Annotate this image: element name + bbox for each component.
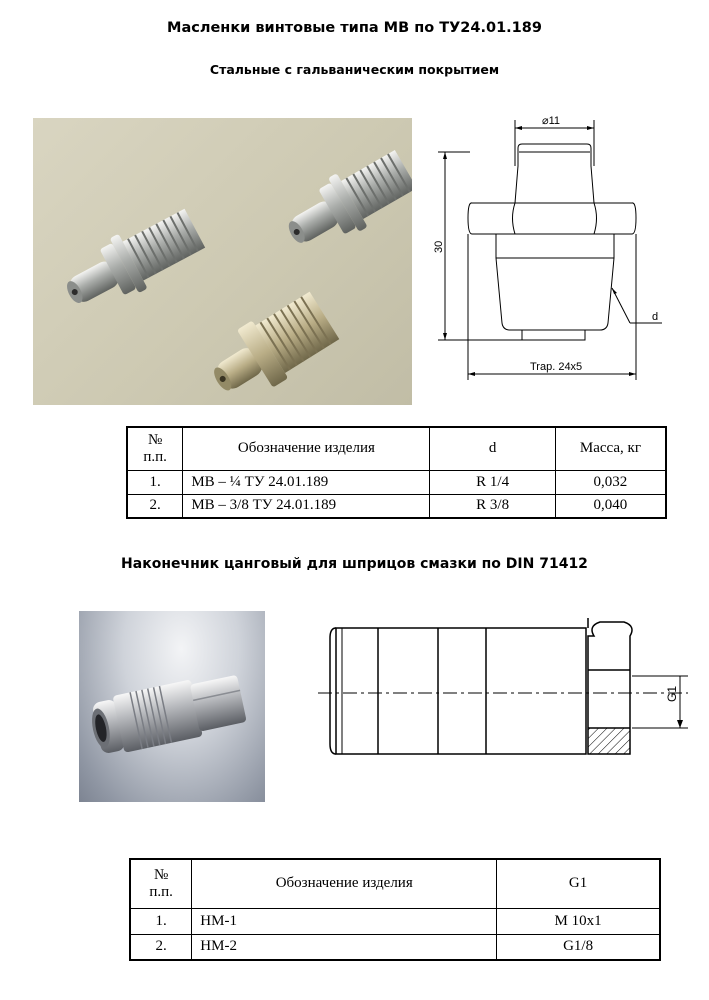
table-header-row bbox=[127, 427, 666, 470]
grease-nipples-photo bbox=[33, 118, 412, 405]
section2-title: Наконечник цанговый для шприцов смазки по DIN 71412 bbox=[121, 556, 588, 572]
row-d: R 1/4 bbox=[430, 470, 555, 494]
dia-label: ⌀11 bbox=[542, 115, 561, 127]
section1-subtitle: Стальные с гальваническим покрытием bbox=[209, 62, 500, 77]
header-mass: Масса, кг bbox=[555, 427, 666, 470]
nipple-technical-drawing bbox=[430, 108, 670, 388]
row-g1: M 10x1 bbox=[497, 908, 660, 934]
nipples-table bbox=[126, 426, 667, 519]
header-num: № п.п. bbox=[127, 427, 183, 470]
section1-title: Масленки винтовые типа МВ по ТУ24.01.189 bbox=[167, 20, 542, 36]
header-num: № п.п. bbox=[130, 859, 192, 908]
header-name: Обозначение изделия bbox=[183, 427, 430, 470]
coupler-body bbox=[87, 670, 248, 758]
d-label: d bbox=[652, 311, 659, 323]
row-d: R 3/8 bbox=[430, 494, 555, 518]
header-g1: G1 bbox=[497, 859, 660, 908]
nipple-bottom bbox=[200, 287, 343, 405]
row-num: 1. bbox=[127, 470, 183, 494]
thread-label: Trap. 24x5 bbox=[530, 361, 583, 373]
row-name: НМ-2 bbox=[192, 934, 497, 960]
row-name: МВ – 3/8 ТУ 24.01.189 bbox=[183, 494, 430, 518]
row-num: 2. bbox=[127, 494, 183, 518]
header-d: d bbox=[430, 427, 555, 470]
row-g1: G1/8 bbox=[497, 934, 660, 960]
table-header-row bbox=[130, 859, 660, 908]
height-label: 30 bbox=[433, 240, 445, 253]
row-mass: 0,032 bbox=[555, 470, 666, 494]
header-name: Обозначение изделия bbox=[192, 859, 497, 908]
coupler-technical-drawing bbox=[318, 618, 688, 778]
row-num: 1. bbox=[130, 908, 192, 934]
table-row bbox=[127, 470, 666, 494]
row-name: МВ – ¼ ТУ 24.01.189 bbox=[183, 470, 430, 494]
table-row bbox=[130, 934, 660, 960]
couplers-table bbox=[129, 858, 661, 961]
row-mass: 0,040 bbox=[555, 494, 666, 518]
collet-coupler-photo bbox=[79, 611, 265, 802]
table-row bbox=[130, 908, 660, 934]
table-row bbox=[127, 494, 666, 518]
g1-label: G1 bbox=[665, 685, 679, 702]
nipple-left bbox=[55, 201, 209, 322]
row-num: 2. bbox=[130, 934, 192, 960]
row-name: НМ-1 bbox=[192, 908, 497, 934]
nipple-top-right bbox=[276, 142, 412, 262]
